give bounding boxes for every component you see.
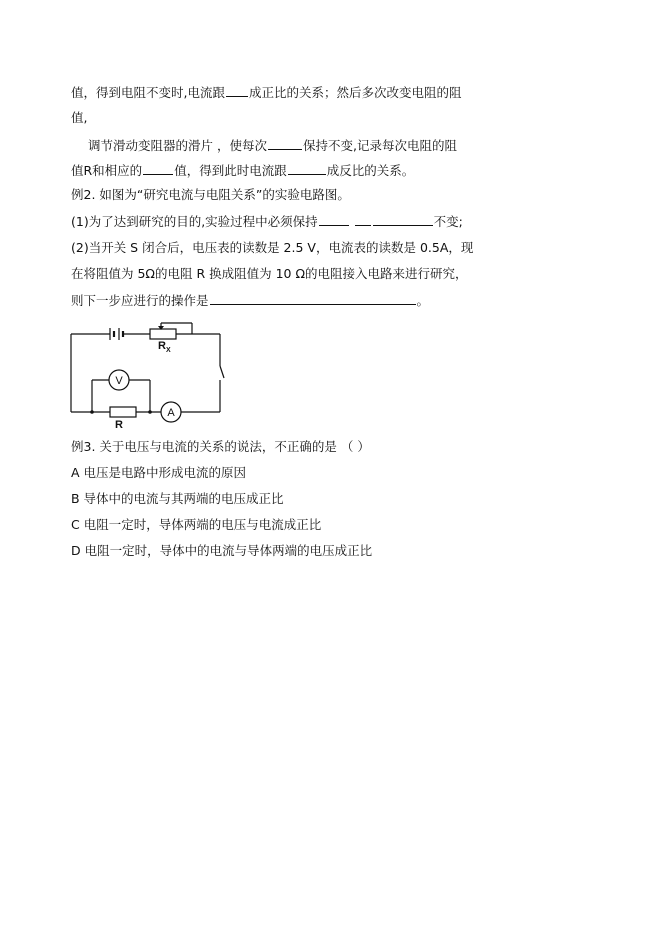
example-3-title — [71, 439, 370, 455]
voltmeter-label: V — [115, 375, 123, 387]
junction-dot — [148, 410, 152, 414]
rheostat-label-subscript: X — [166, 347, 171, 354]
example-2-title — [71, 187, 350, 203]
option-c — [71, 517, 321, 533]
text-segment: 保持不变,记录每次电阻的阻 — [302, 138, 457, 153]
example-2-question-2-line-1 — [71, 240, 473, 256]
text-segment: 不变; — [433, 214, 463, 229]
text-segment: D 电阻一定时，导体中的电流与导体两端的电压成正比 — [71, 543, 373, 558]
circuit-diagram — [62, 314, 232, 434]
option-b — [71, 491, 284, 507]
text-line-4 — [71, 162, 414, 179]
answer-blank — [210, 292, 416, 305]
ammeter-label: A — [167, 407, 175, 419]
example-2-question-1 — [71, 213, 463, 230]
text-segment: 值，得到此时电流跟 — [174, 163, 287, 178]
answer-blank — [288, 162, 326, 175]
resistor-label: R — [115, 419, 123, 431]
text-segment: 例2. 如图为“研究电流与电阻关系”的实验电路图。 — [71, 187, 350, 202]
text-segment: (2)当开关 S 闭合后，电压表的读数是 2.5 V，电流表的读数是 0.5A，现 — [71, 240, 474, 255]
text-segment: 值R和相应的 — [71, 163, 143, 178]
text-segment: (1)为了达到研究的目的,实验过程中必须保持 — [71, 214, 318, 229]
text-line-3 — [88, 137, 457, 154]
answer-blank — [268, 137, 302, 150]
answer-blank — [143, 162, 173, 175]
option-d — [71, 543, 372, 559]
text-segment: 调节滑动变阻器的滑片 ，使每次 — [88, 138, 267, 153]
text-segment: A 电压是电路中形成电流的原因 — [71, 465, 247, 480]
text-segment: C 电阻一定时，导体两端的电压与电流成正比 — [71, 517, 322, 532]
option-a — [71, 465, 246, 481]
answer-blank — [319, 213, 349, 226]
rheostat-label: R — [158, 340, 166, 352]
switch — [220, 366, 224, 378]
junction-dot — [90, 410, 94, 414]
text-segment: B 导体中的电流与其两端的电压成正比 — [71, 491, 284, 506]
text-line-1 — [71, 84, 462, 101]
text-segment: 例3. 关于电压与电流的关系的说法，不正确的是 （ ） — [71, 439, 370, 454]
rheostat — [150, 329, 176, 339]
text-line-2 — [71, 110, 87, 126]
text-segment: 值，得到电阻不变时,电流跟 — [71, 85, 225, 100]
resistor — [110, 407, 136, 417]
answer-blank — [373, 213, 433, 226]
text-segment: 值, — [71, 110, 88, 125]
text-segment: 成正比的关系；然后多次改变电阻的阻 — [248, 85, 462, 100]
text-segment: 成反比的关系。 — [326, 163, 415, 178]
example-2-question-2-line-3 — [71, 292, 429, 309]
example-2-question-2-line-2 — [71, 266, 468, 282]
answer-blank — [226, 84, 248, 97]
text-segment: 。 — [416, 293, 430, 308]
text-segment: 则下一步应进行的操作是 — [71, 293, 209, 308]
answer-blank — [355, 213, 371, 226]
text-segment: 在将阻值为 5Ω的电阻 R 换成阻值为 10 Ω的电阻接入电路来进行研究， — [71, 266, 468, 281]
